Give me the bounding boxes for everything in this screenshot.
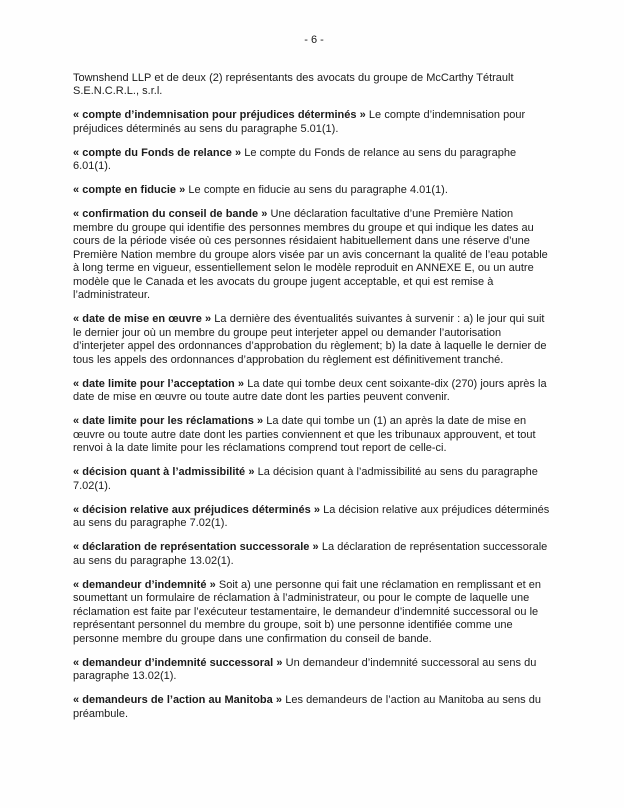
definition-paragraph <box>73 415 555 456</box>
intro-paragraph <box>73 72 555 99</box>
definition-term: « date de mise en œuvre » <box>73 313 212 325</box>
definition-paragraph <box>73 694 555 721</box>
definition-body: Un demandeur d’indemnité successoral au sens du paragraphe 13.02(1). <box>73 656 537 682</box>
definition-term: « compte en fiducie » <box>73 184 186 196</box>
definition-term: « décision relative aux préjudices déterminés » <box>73 503 320 516</box>
definition-body: La déclaration de représentation successorale au sens du paragraphe 13.02(1). <box>73 541 548 567</box>
definition-paragraph <box>73 466 555 493</box>
definition-body: Le compte du Fonds de relance au sens du paragraphe 6.01(1). <box>73 146 517 172</box>
definition-paragraph <box>73 147 555 174</box>
definition-body: Une déclaration facultative d’une Première Nation membre du groupe qui identifie des personnes membres du groupe et qui indique les dates au cours de la période visée où ces personnes résidaient habituellement dans une réserve d’une Première Nation membre du groupe alors visée par un avis concernant la qualité de l’eau potable à long terme en vigueur, essentiellement selon le modèle reproduit en ANNEXE E, ou un autre modèle que le Canada et les avocats du groupe jugent acceptable, et qui est remise à l’administrateur. <box>73 208 548 301</box>
definition-body: La dernière des éventualités suivantes à survenir : a) le jour qui suit le dernier jour où un membre du groupe peut interjeter appel ou demander l’autorisation d’interjeter appel des ordonnances d’approbation du règlement; b) la date à laquelle le dernier de tous les appels des ordonnances d’approbation du règlement est définitivement tranché. <box>73 313 547 366</box>
definition-body: La décision quant à l’admissibilité au sens du paragraphe 7.02(1). <box>73 466 538 492</box>
definition-body: Le compte en fiducie au sens du paragraphe 4.01(1). <box>185 184 448 196</box>
intro-text: Townshend LLP et de deux (2) représentants des avocats du groupe de McCarthy Tétrault S.E.N.C.R.L., s.r.l. <box>73 71 514 97</box>
definition-paragraph <box>73 109 555 136</box>
definition-term: « décision quant à l’admissibilité » <box>73 466 255 478</box>
definition-paragraph <box>73 504 555 531</box>
definition-term: « demandeur d’indemnité » <box>73 578 216 591</box>
definition-body: La décision relative aux préjudices déterminés au sens du paragraphe 7.02(1). <box>73 503 550 529</box>
definition-body: Le compte d’indemnisation pour préjudices déterminés au sens du paragraphe 5.01(1). <box>73 109 526 135</box>
definition-body: La date qui tombe deux cent soixante-dix (270) jours après la date de mise en œuvre ou toute autre date dont les parties peuvent convenir. <box>73 377 547 403</box>
definition-paragraph <box>73 184 555 198</box>
definition-term: « demandeur d’indemnité successoral » <box>73 656 283 669</box>
definition-paragraph <box>73 313 555 367</box>
page-number: - 6 - <box>304 34 324 46</box>
definition-body: La date qui tombe un (1) an après la date de mise en œuvre ou toute autre date dont les parties conviennent et que les tribunaux approuvent, et tout renvoi à la date limite pour les réclamations comprend tout report de celle-ci. <box>73 415 536 454</box>
definition-term: « demandeurs de l’action au Manitoba » <box>73 694 283 706</box>
definition-term: « déclaration de représentation successorale » <box>73 541 319 553</box>
definition-term: « date limite pour l’acceptation » <box>73 377 245 390</box>
definition-term: « date limite pour les réclamations » <box>73 415 264 427</box>
definition-term: « compte d’indemnisation pour préjudices déterminés » <box>73 109 366 121</box>
definition-term: « compte du Fonds de relance » <box>73 146 242 159</box>
definition-paragraph <box>73 541 555 568</box>
definition-body: Soit a) une personne qui fait une réclamation en remplissant et en soumettant un formulaire de réclamation à l’administrateur, ou pour le compte de laquelle une réclamation est faite par l’exécuteur testamentaire, le demandeur d’indemnité successoral ou le représentant personnel du membre du groupe, soit b) une personne identifiée comme une personne membre du groupe dans une confirmation du conseil de bande. <box>73 578 542 645</box>
definition-paragraph <box>73 657 555 684</box>
definition-paragraph <box>73 208 555 303</box>
definition-body: Les demandeurs de l’action au Manitoba au sens du préambule. <box>73 694 542 720</box>
definition-paragraph <box>73 378 555 405</box>
definition-term: « confirmation du conseil de bande » <box>73 208 268 220</box>
definition-paragraph <box>73 579 555 647</box>
